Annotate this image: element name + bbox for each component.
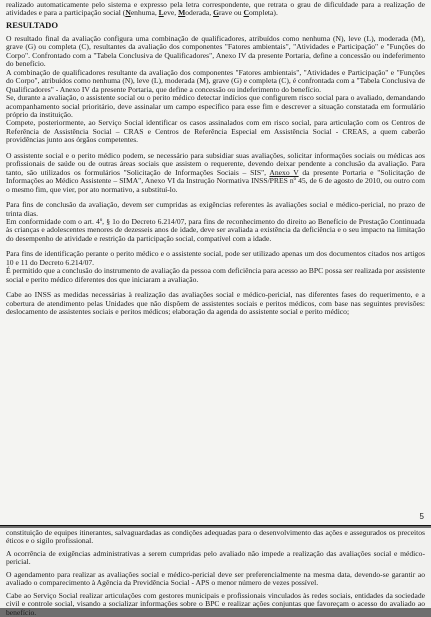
paragraph-servico-social: Compete, posteriormente, ao Serviço Social identificar os casos assinalados com em risco social, para articulação com os Centros de Referência de Assistência Social – CRAS e Centros de Referência Especial em Assistência Social - CREAS, a quem caberão providências junto aos órgãos competentes.: [6, 118, 425, 145]
qualifier-m: M: [178, 8, 186, 18]
paragraph-exigencias: A ocorrência de exigências administrativas a serem cumpridas pelo avaliado não impede a realização das avaliações social e médico-pericial.: [6, 548, 425, 567]
anexo-v-link: Anexo V: [269, 167, 299, 177]
paragraph-decreto: Em conformidade com o art. 4º, § 1o do Decreto 6.214/07, para fins de reconhecimento do direito ao Benefício de Prestação Continuada às crianças e adolescentes menores de dezesseis anos de idade, deve ser avaliada a existência da deficiência e o seu impacto na limitação do desempenho de atividade e restrição da participação social, compatível com a idade.: [6, 216, 425, 243]
paragraph-resultado-1: O resultado final da avaliação configura uma combinação de qualificadores, atribuídos como nenhuma (N), leve (L), moderada (M), grave (G) ou completa (C), resultantes da avaliação dos componentes "Fatores ambientais", "Atividades e Participação" e "Funções do Corpo". Confrontado com a "Tabela Conclusiva de Qualificadores", Anexo IV da presente Portaria, define a concessão ou indeferimento do benefício.: [6, 33, 425, 69]
qualifier-m-rest: oderada,: [185, 8, 214, 18]
qualifier-c: C: [243, 8, 249, 18]
paragraph-resultado-2: A combinação de qualificadores resultante da avaliação dos componentes "Fatores ambientais", "Atividades e Participação" e "Funções do Corpo", atribuídos como nenhuma (N), leve (L), moderada (M), grave (G) e completa (C), é confrontada com a "Tabela Conclusiva de Qualificadores" - Anexo IV da presente Portaria, que define a concessão ou indeferimento do benefício.: [6, 67, 425, 94]
qualifier-n: N: [125, 8, 131, 18]
paragraph-inss-medidas: Cabe ao INSS as medidas necessárias à realização das avaliações social e médico-pericial, nas diferentes fases do requerimento, e a cobertura de atendimento pelas Unidades que não dispõem de assistentes sociais e peritos médicos, com base nas seguintes previsões: deslocamento de assistentes sociais e peritos médicos; elaboração da agenda do assistente social e perito médico;: [6, 290, 425, 317]
qualifier-c-rest: ompleta).: [248, 8, 278, 18]
paragraph-risco-social: Se, durante a avaliação, o assistente social ou o perito médico detectar indícios que configurem risco social para o avaliado, demandando acompanhamento social prioritário, deve assinalar um campo específico para esse fim e descrever a situação constatada em formulário próprio da instituição.: [6, 93, 425, 119]
paragraph-agendamento: O agendamento para realizar as avaliações social e médico-pericial deve ser preferencialmente na mesma data, devendo-se garantir ao avaliado o comparecimento à Agência da Previdência Social - APS o menor número de vezes possível.: [6, 569, 425, 588]
intro-paragraph: [6, 1, 425, 18]
qualifier-g: G: [213, 8, 219, 18]
qualifier-n-rest: enhuma,: [130, 8, 159, 18]
paragraph-prazo: Para fins de conclusão da avaliação, devem ser cumpridas as exigências referentes às avaliações social e médico-pericial, no prazo de trinta dias.: [6, 200, 425, 218]
intro-text: realizado automaticamente pelo sistema e expresso pela letra correspondente, que retrata o grau de dificuldade para a realização de atividades e para a participação social (: [6, 0, 425, 18]
informacoes-text-a: O assistente social e o perito médico podem, se necessário para subsidiar suas avaliações, solicitar informações sociais ou médicas aos profissionais de saúde ou de outras áreas sociais que assistem o requerente, devendo deixar pendente a conclusão da avaliação. Para tanto, são utilizados os formulários "Solicitação de Informações Sociais – SIS",: [6, 150, 425, 177]
paragraph-conclusao: É permitido que a conclusão do instrumento de avaliação da pessoa com deficiência para acesso ao BPC possa ser realizada por assistente social e perito médico diferentes dos que iniciaram a avaliação.: [6, 266, 425, 284]
qualifier-l-rest: eve,: [163, 8, 179, 18]
section-heading-resultado: RESULTADO: [6, 19, 59, 30]
page-6-sheet: [0, 528, 431, 617]
page-number: 5: [419, 512, 424, 521]
paragraph-equipes: constituição de equipes itinerantes, salvaguardadas as condições adequadas para o desenvolvimento das ações e assegurados os preceitos éticos e o sigilo profissional.: [6, 528, 425, 546]
informacoes-text-b: da presente Portaria e "Solicitação de Informações ao Médico Assistente – SIMA", Anexo VI da Instrução Normativa INSS/PRES nº 45, de 6 de agosto de 2010, ou outro com o mesmo fim, que vier, por ato normativo, a substituí-lo.: [6, 167, 425, 194]
paragraph-identificacao: Para fins de identificação perante o perito médico e o assistente social, pode ser utilizado apenas um dos documentos citados nos artigos 10 e 11 do Decreto 6.214/07.: [6, 249, 425, 267]
paragraph-informacoes: [6, 152, 425, 194]
qualifier-g-rest: rave ou: [219, 8, 244, 18]
paragraph-articulacoes: Cabe ao Serviço Social realizar articulações com gestores municipais e profissionais vinculados às redes sociais, entidades da sociedade civil e controle social, visando a socializar informações sobre o BPC e realizar ações conjuntas que favoreçam o acesso do avaliado ao benefício.: [6, 590, 425, 617]
qualifier-l: L: [158, 8, 164, 18]
